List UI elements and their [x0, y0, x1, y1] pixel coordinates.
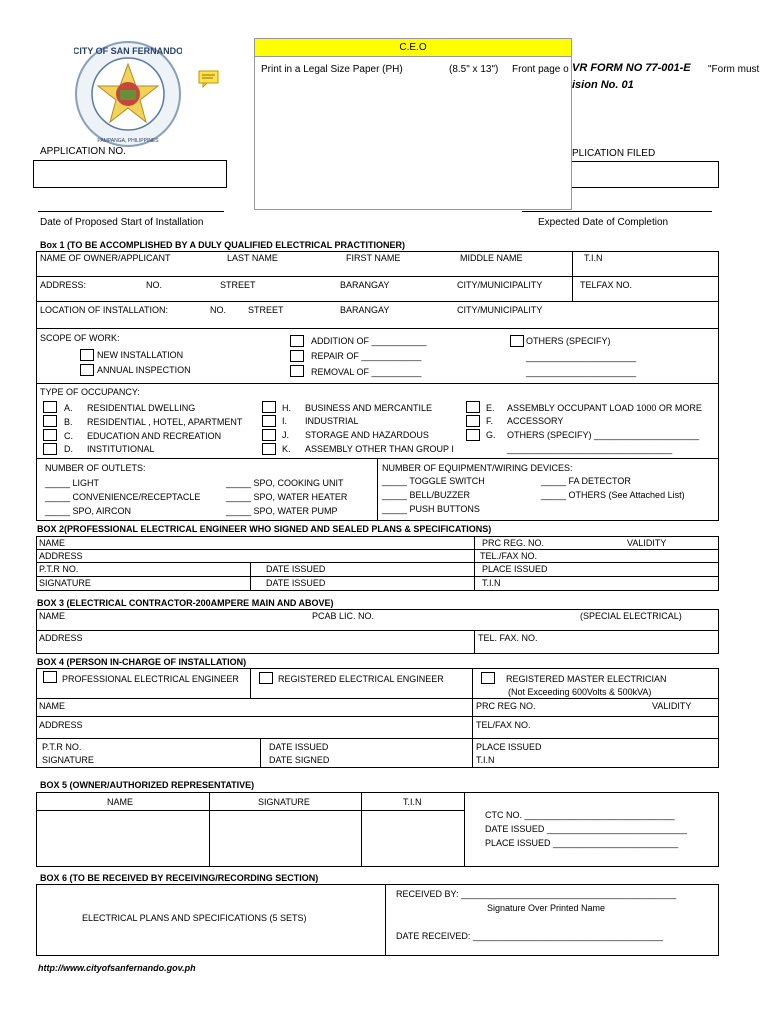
box4-place-issued-label: PLACE ISSUED: [476, 742, 542, 752]
occ-j-label: STORAGE AND HAZARDOUS: [305, 430, 429, 440]
rme-note: (Not Exceeding 600Volts & 500kVA): [508, 687, 652, 697]
address-street-label: STREET: [220, 280, 256, 290]
occ-d-letter: D.: [64, 444, 73, 454]
occ-k-letter: K.: [282, 444, 291, 454]
occ-d-label: INSTITUTIONAL: [87, 444, 155, 454]
form-number: VR FORM NO 77-001-E: [572, 62, 691, 74]
box6-signature-printed-label: Signature Over Printed Name: [487, 903, 606, 913]
box3-pcab-label: PCAB LIC. NO.: [312, 611, 375, 621]
box5-tin-label: T.I.N: [403, 797, 422, 807]
date-start-label: Date of Proposed Start of Installation: [40, 217, 204, 228]
occ-f-letter: F.: [486, 416, 494, 426]
box3-name-label: NAME: [39, 611, 66, 621]
box4-telfax-label: TEL/FAX NO.: [476, 720, 531, 730]
occ-b-letter: B.: [64, 417, 73, 427]
occ-a-checkbox[interactable]: [43, 401, 57, 413]
box5-name-label: NAME: [107, 797, 134, 807]
occ-c-label: EDUCATION AND RECREATION: [87, 431, 222, 441]
equip-fa: _____ FA DETECTOR: [541, 476, 631, 486]
occ-c-letter: C.: [64, 431, 73, 441]
box2-tin-label: T.I.N: [482, 578, 501, 588]
box3-special-label: (SPECIAL ELECTRICAL): [580, 611, 682, 621]
rme-label: REGISTERED MASTER ELECTRICIAN: [506, 674, 667, 684]
ree-label: REGISTERED ELECTRICAL ENGINEER: [278, 674, 444, 684]
occ-c-checkbox[interactable]: [43, 429, 57, 441]
occ-e-letter: E.: [486, 403, 495, 413]
box4-validity-label: VALIDITY: [652, 701, 692, 711]
occ-i-checkbox[interactable]: [262, 415, 276, 427]
telfax-label: TELFAX NO.: [580, 280, 633, 290]
box6-received-by-field[interactable]: RECEIVED BY: ___________________________________________: [396, 889, 677, 899]
box5-signature-label: SIGNATURE: [258, 797, 310, 807]
location-no-label: NO.: [210, 305, 227, 315]
others-scope-label: OTHERS (SPECIFY): [526, 336, 611, 346]
outlet-pump: _____ SPO, WATER PUMP: [226, 506, 338, 516]
seal-text: CITY OF SAN FERNANDO: [74, 46, 182, 56]
box3-title: BOX 3 (ELECTRICAL CONTRACTOR-200AMPERE MAIN AND ABOVE): [37, 598, 334, 608]
first-name-label: FIRST NAME: [346, 253, 401, 263]
occ-j-checkbox[interactable]: [262, 429, 276, 441]
front-page-note: Front page o: [512, 64, 569, 75]
addition-label: ADDITION OF ___________: [311, 336, 427, 346]
equip-bell: _____ BELL/BUZZER: [382, 490, 471, 500]
outlet-convenience: _____ CONVENIENCE/RECEPTACLE: [45, 492, 201, 502]
pee-label: PROFESSIONAL ELECTRICAL ENGINEER: [62, 674, 239, 684]
occ-k-checkbox[interactable]: [262, 443, 276, 455]
box5-place-issued-field[interactable]: PLACE ISSUED _________________________: [485, 838, 679, 848]
addition-checkbox[interactable]: [290, 335, 304, 347]
box4-address-label: ADDRESS: [39, 720, 83, 730]
occ-d-checkbox[interactable]: [43, 443, 57, 455]
others-scope-checkbox[interactable]: [510, 335, 524, 347]
box2-prc-label: PRC REG. NO.: [482, 538, 545, 548]
repair-label: REPAIR OF ____________: [311, 351, 422, 361]
box3-telfax-label: TEL. FAX. NO.: [478, 633, 538, 643]
box4-name-label: NAME: [39, 701, 66, 711]
outlet-heater: _____ SPO, WATER HEATER: [226, 492, 348, 502]
repair-checkbox[interactable]: [290, 350, 304, 362]
occ-i-label: INDUSTRIAL: [305, 416, 359, 426]
box4-signature-label: SIGNATURE: [42, 755, 94, 765]
outlet-aircon: _____ SPO, AIRCON: [45, 506, 132, 516]
box2-date-issued-label: DATE ISSUED: [266, 564, 326, 574]
tin-label: T.I.N: [584, 253, 603, 263]
comment-icon[interactable]: [198, 70, 220, 88]
occ-f-label: ACCESSORY: [507, 416, 564, 426]
application-no-field[interactable]: [33, 160, 227, 188]
box4-tin-label: T.I.N: [476, 755, 495, 765]
occ-k-label: ASSEMBLY OTHER THAN GROUP I: [305, 444, 454, 454]
occ-g-label: OTHERS (SPECIFY) _____________________: [507, 430, 700, 440]
outlet-cooking: _____ SPO, COOKING UNIT: [226, 478, 344, 488]
occ-b-checkbox[interactable]: [43, 415, 57, 427]
occ-a-letter: A.: [64, 403, 73, 413]
new-installation-checkbox[interactable]: [80, 349, 94, 361]
removal-checkbox[interactable]: [290, 365, 304, 377]
application-no-label: APPLICATION NO.: [40, 146, 126, 157]
ree-checkbox[interactable]: [259, 672, 273, 684]
occ-a-label: RESIDENTIAL DWELLING: [87, 403, 196, 413]
ceo-label: C.E.O: [255, 39, 571, 57]
box4-ptr-label: P.T.R NO.: [42, 742, 82, 752]
box3-address-label: ADDRESS: [39, 633, 83, 643]
location-street-label: STREET: [248, 305, 284, 315]
new-installation-label: NEW INSTALLATION: [97, 350, 184, 360]
occupancy-label: TYPE OF OCCUPANCY:: [40, 387, 140, 397]
scope-label: SCOPE OF WORK:: [40, 333, 120, 343]
removal-label: REMOVAL OF __________: [311, 367, 422, 377]
city-seal: [74, 40, 182, 148]
others-scope-line2: ______________________: [526, 367, 637, 377]
box2-name-label: NAME: [39, 538, 66, 548]
box1-title: Box 1 (TO BE ACCOMPLISHED BY A DULY QUALIFIED ELECTRICAL PRACTITIONER): [40, 240, 406, 250]
application-filed-field[interactable]: [572, 161, 719, 188]
occ-e-label: ASSEMBLY OCCUPANT LOAD 1000 OR MORE: [507, 403, 702, 413]
occ-h-label: BUSINESS AND MERCANTILE: [305, 403, 433, 413]
box2-validity-label: VALIDITY: [627, 538, 667, 548]
box2-place-issued-label: PLACE ISSUED: [482, 564, 548, 574]
occ-b-label: RESIDENTIAL , HOTEL, APARTMENT: [87, 417, 243, 427]
occ-g-checkbox[interactable]: [466, 429, 480, 441]
equip-others: _____ OTHERS (See Attached List): [541, 490, 685, 500]
occ-j-letter: J.: [282, 430, 290, 440]
equipment-label: NUMBER OF EQUIPMENT/WIRING DEVICES:: [382, 463, 573, 473]
equip-push: _____ PUSH BUTTONS: [382, 504, 480, 514]
seal-sub: PAMPANGA, PHILIPPINES: [97, 138, 159, 144]
annual-inspection-label: ANNUAL INSPECTION: [97, 365, 191, 375]
box6-plans-label: ELECTRICAL PLANS AND SPECIFICATIONS (5 SETS): [82, 913, 307, 923]
middle-name-label: MIDDLE NAME: [460, 253, 523, 263]
revision-number: ision No. 01: [572, 79, 634, 91]
box4-date-issued-label: DATE ISSUED: [269, 742, 329, 752]
occ-e-checkbox[interactable]: [466, 401, 480, 413]
print-note: Print in a Legal Size Paper (PH): [261, 64, 403, 75]
footer-url[interactable]: http://www.cityofsanfernando.gov.ph: [38, 963, 196, 973]
occ-g-letter: G.: [486, 430, 496, 440]
date-completion-label: Expected Date of Completion: [538, 217, 669, 228]
address-city-label: CITY/MUNICIPALITY: [457, 280, 543, 290]
box6-date-received-field[interactable]: DATE RECEIVED: ______________________________________: [396, 931, 664, 941]
address-no-label: NO.: [146, 280, 163, 290]
equip-toggle: _____ TOGGLE SWITCH: [382, 476, 485, 486]
location-city-label: CITY/MUNICIPALITY: [457, 305, 543, 315]
box6-title: BOX 6 (TO BE RECEIVED BY RECEIVING/RECORDING SECTION): [40, 873, 319, 883]
box5-date-issued-field[interactable]: DATE ISSUED ____________________________: [485, 824, 687, 834]
box2-date-issued2-label: DATE ISSUED: [266, 578, 326, 588]
outlets-label: NUMBER OF OUTLETS:: [45, 463, 146, 473]
box2-frame: [36, 536, 719, 591]
form-must: "Form must: [708, 64, 760, 75]
box4-prc-label: PRC REG NO.: [476, 701, 536, 711]
box2-ptr-label: P.T.R NO.: [39, 564, 79, 574]
location-label: LOCATION OF INSTALLATION:: [40, 305, 169, 315]
box5-ctc-field[interactable]: CTC NO. ______________________________: [485, 810, 675, 820]
box5-title: BOX 5 (OWNER/AUTHORIZED REPRESENTATIVE): [40, 780, 255, 790]
address-barangay-label: BARANGAY: [340, 280, 390, 290]
last-name-label: LAST NAME: [227, 253, 278, 263]
paper-size: (8.5" x 13"): [449, 64, 499, 75]
occ-h-checkbox[interactable]: [262, 401, 276, 413]
box2-title: BOX 2(PROFESSIONAL ELECTRICAL ENGINEER WHO SIGNED AND SEALED PLANS & SPECIFICATIONS): [37, 524, 492, 534]
occ-i-letter: I.: [282, 416, 288, 426]
annual-inspection-checkbox[interactable]: [80, 364, 94, 376]
address-label: ADDRESS:: [40, 280, 87, 290]
box2-signature-label: SIGNATURE: [39, 578, 91, 588]
occ-g-line: _________________________________: [507, 444, 673, 454]
outlet-light: _____ LIGHT: [45, 478, 100, 488]
box2-address-label: ADDRESS: [39, 551, 83, 561]
owner-name-label: NAME OF OWNER/APPLICANT: [40, 253, 171, 263]
box2-telfax-label: TEL./FAX NO.: [480, 551, 538, 561]
location-barangay-label: BARANGAY: [340, 305, 390, 315]
box4-title: BOX 4 (PERSON IN-CHARGE OF INSTALLATION): [37, 657, 247, 667]
box4-date-signed-label: DATE SIGNED: [269, 755, 330, 765]
application-filed-label: PLICATION FILED: [572, 148, 656, 159]
occ-h-letter: H.: [282, 403, 291, 413]
pee-checkbox[interactable]: [43, 671, 57, 683]
occ-f-checkbox[interactable]: [466, 415, 480, 427]
rme-checkbox[interactable]: [481, 672, 495, 684]
others-scope-line1: ______________________: [526, 352, 637, 362]
